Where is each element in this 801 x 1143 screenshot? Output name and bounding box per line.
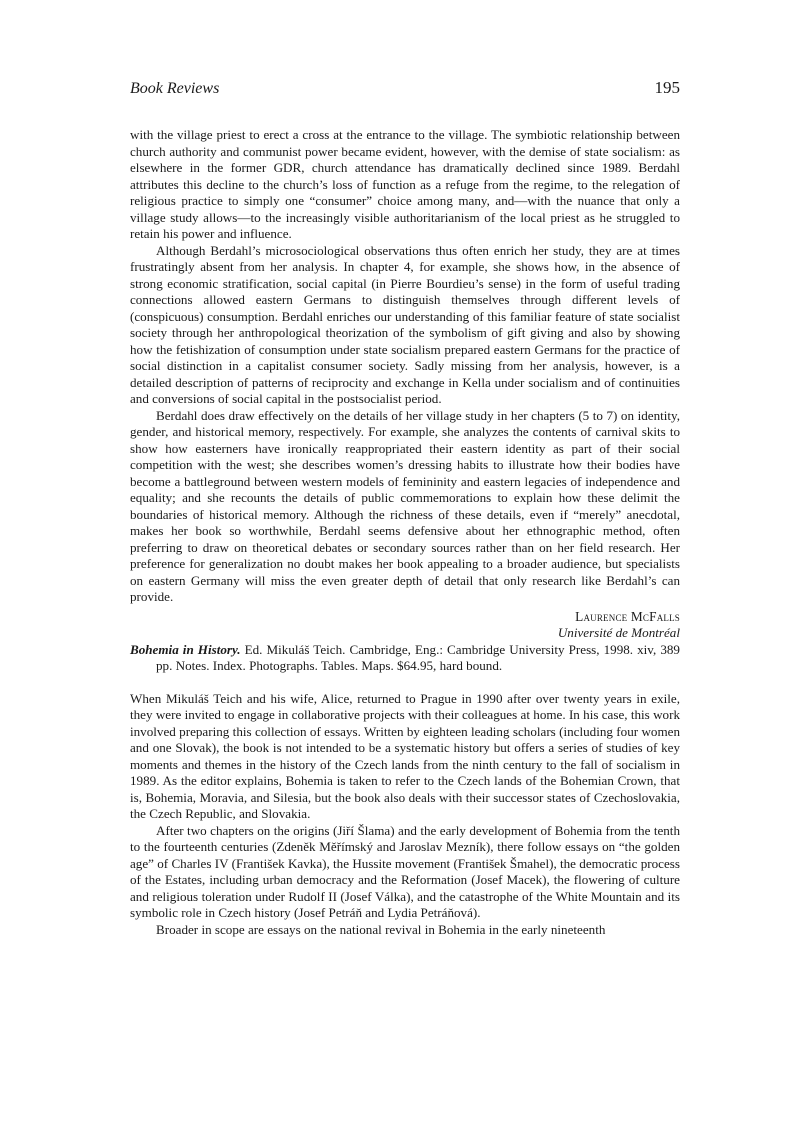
running-head (130, 78, 680, 98)
review2-paragraph-1: When Mikuláš Teich and his wife, Alice, returned to Prague in 1990 after over twenty years in exile, they were invited to engage in collaborative projects with their colleagues at home. In his case, this work involved preparing this collection of essays. Written by eighteen leading scholars (including four women and one Slovak), the book is not intended to be a systematic history but offers a series of studies of key moments and themes in the history of the Czech lands from the ninth century to the fall of socialism in 1989. As the editor explains, Bohemia is taken to refer to the Czech lands of the Bohemian Crown, that is, Bohemia, Moravia, and Silesia, but the book also deals with their successor states of Czechoslovakia, the Czech Republic, and Slovakia. (130, 690, 680, 821)
review-mcfalls (130, 127, 680, 642)
review2-body (130, 691, 680, 939)
running-title: Book Reviews (130, 80, 220, 97)
review1-paragraph-3: Berdahl does draw effectively on the details of her village study in her chapters (5 to 7) on identity, gender, and historical memory, respectively. For example, she analyzes the contents of carnival skits to show how easterners have ironically reappropriated their eastern identity as part of their social competition with the west; she describes women’s dressing habits to illustrate how their bodies have become a battleground between western models of femininity and eastern legacies of independence and equality; and she recounts the details of public commemorations to explain how these delimit the boundaries of historical memory. Although the richness of these details, even if “merely” anecdotal, makes her book so worthwhile, Berdahl seems defensive about her ethnographic method, often preferring to draw on theoretical debates or secondary sources rather than on her field research. Her preference for generalization no doubt makes her book appealing to a broader audience, but specialists on eastern Germany will miss the even greater depth of detail that only research like Berdahl’s can provide. (130, 407, 680, 604)
reviewer-name: Laurence McFalls (575, 608, 680, 624)
review1-paragraph-2: Although Berdahl’s microsociological observations thus often enrich her study, they are at times frustratingly absent from her analysis. In chapter 4, for example, she shows how, in the absence of strong economic stratification, social capital (in Pierre Bourdieu’s sense) in the form of useful trading connections allowed eastern Germans to distinguish themselves through different levels of (conspicuous) consumption. Berdahl enriches our understanding of this familiar feature of state socialist society through her anthropological theorization of the symbolism of gift giving and also by showing how the fetishization of consumption under state socialism prepared eastern Germans for the practice of social distinction in a capitalist consumer society. Sadly missing from her analysis, however, is a detailed description of patterns of reciprocity and exchange in Kella under socialism and of continuities and conversions of social capital in the postsocialist period. (130, 242, 680, 406)
page-number: 195 (654, 78, 680, 97)
citation-details: Ed. Mikuláš Teich. Cambridge, Eng.: Cambridge University Press, 1998. xiv, 389 pp. Notes. Index. Photographs. Tables. Maps. $64.95, hard bound. (156, 641, 680, 673)
review-bohemia (130, 642, 680, 939)
book-title: Bohemia in History. (130, 641, 241, 657)
review2-paragraph-2: After two chapters on the origins (Jiří Šlama) and the early development of Bohemia from the tenth to the fourteenth centuries (Zdeněk Měřímský and Jaroslav Mezník), there follow essays on “the golden age” of Charles IV (František Kavka), the Hussite movement (František Šmahel), the democratic process of the Estates, including urban democracy and the Reformation (Josef Macek), the flowering of culture and religious toleration under Rudolf II (Josef Válka), and the catastrophe of the White Mountain and its symbolic role in Czech history (Josef Petráň and Lydia Petráňová). (130, 822, 680, 920)
review2-paragraph-3: Broader in scope are essays on the national revival in Bohemia in the early nineteenth (156, 921, 606, 937)
review1-paragraph-1: with the village priest to erect a cross at the entrance to the village. The symbiotic relationship between church authority and communist power became evident, however, with the demise of state socialism: as elsewhere in the former GDR, church attendance has dramatically declined since 1989. Berdahl attributes this decline to the church’s loss of function as a refuge from the regime, to the relegation of religious practice to simply one “consumer” choice among many, and—with the nuance that only a village study allows—to the increasingly visible authoritarianism of the local priest as he struggled to retain his power and influence. (130, 127, 680, 241)
reviewer-affiliation: Université de Montréal (557, 625, 680, 640)
reviewer-signature (130, 609, 680, 642)
book-citation (130, 642, 680, 675)
main-text (130, 127, 680, 938)
